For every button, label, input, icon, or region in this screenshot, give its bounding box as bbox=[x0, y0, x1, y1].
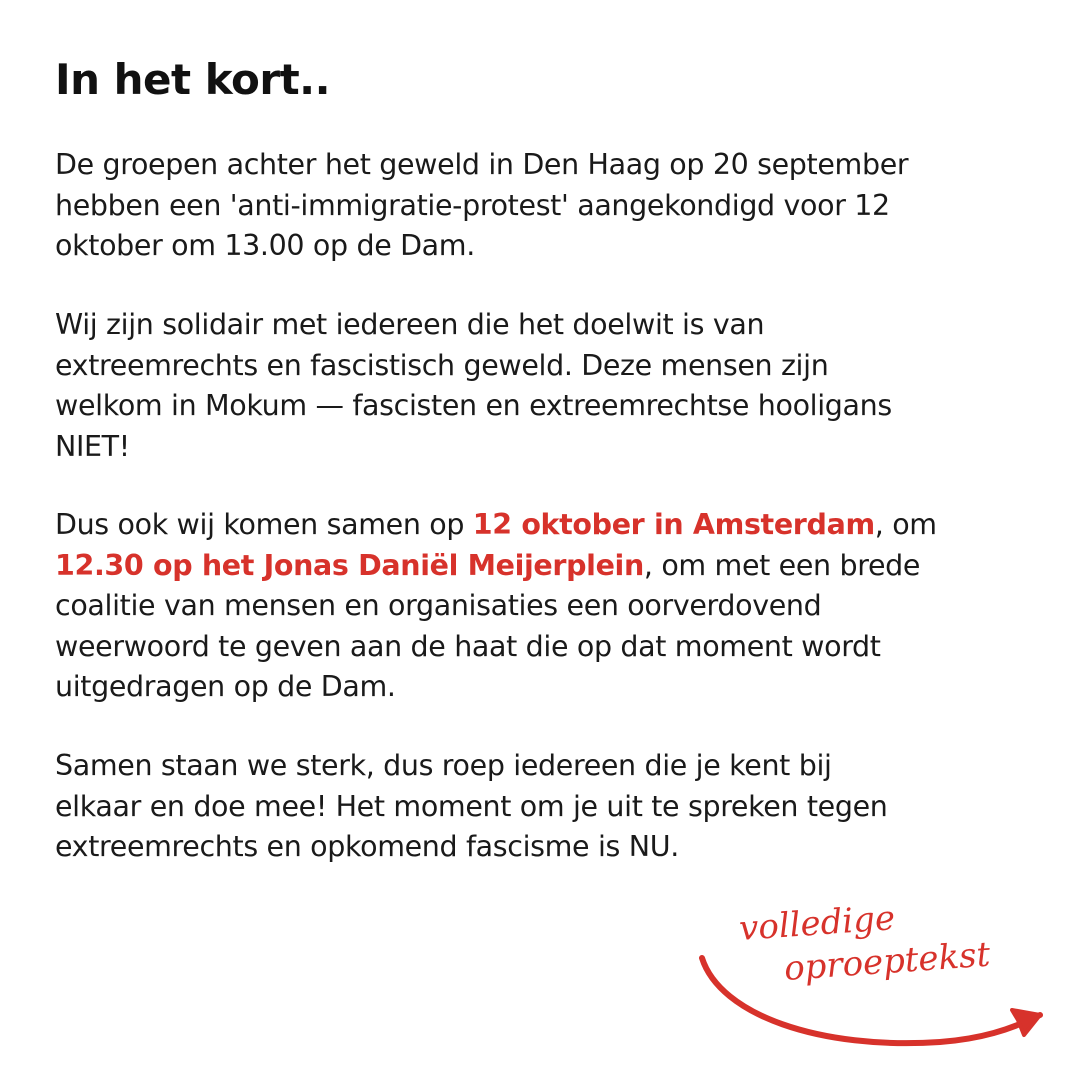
text-line: coalitie van mensen en organisaties een oorverdovend bbox=[55, 589, 822, 622]
paragraph-gathering bbox=[55, 505, 1035, 708]
cta-graphic bbox=[690, 900, 1060, 1070]
text-line: De groepen achter het geweld in Den Haag op 20 september bbox=[55, 148, 909, 181]
text-line: uitgedragen op de Dam. bbox=[55, 670, 396, 703]
gathering-line2-tail: , om met een brede bbox=[643, 548, 921, 582]
text-line: extreemrechts en fascistisch geweld. Deze mensen zijn bbox=[55, 348, 829, 382]
text-line: welkom in Mokum — fascisten en extreemrechtse hooligans bbox=[55, 389, 892, 422]
paragraph-announcement bbox=[55, 145, 1035, 267]
text-line: extreemrechts en opkomend fascisme is NU. bbox=[55, 830, 679, 863]
highlight-time-place: 12.30 op het Jonas Daniël Meijerplein bbox=[55, 548, 644, 582]
gathering-intro: Dus ook wij komen samen op bbox=[55, 508, 473, 541]
text-line: Wij zijn solidair met iedereen die het doelwit is van bbox=[55, 308, 765, 341]
full-text-link[interactable] bbox=[690, 900, 1060, 1070]
text-line: NIET! bbox=[55, 429, 130, 463]
paragraph-call-to-action bbox=[55, 746, 1035, 868]
text-line: oktober om 13.00 op de Dam. bbox=[55, 229, 475, 262]
text-line: weerwoord te geven aan de haat die op dat moment wordt bbox=[55, 629, 881, 663]
paragraph-solidarity bbox=[55, 305, 1035, 467]
page-title: In het kort.. bbox=[55, 55, 331, 104]
cta-label-line1: volledige bbox=[737, 900, 897, 949]
text-line: elkaar en doe mee! Het moment om je uit te spreken tegen bbox=[55, 789, 888, 823]
highlight-date-location: 12 oktober in Amsterdam bbox=[472, 508, 875, 541]
text-line: hebben een 'anti-immigratie-protest' aangekondigd voor 12 bbox=[55, 188, 890, 222]
text-line bbox=[55, 546, 1035, 587]
text-line bbox=[55, 505, 1035, 546]
gathering-intro-tail: , om bbox=[874, 508, 937, 541]
cta-label-line2: oproeptekst bbox=[782, 934, 992, 989]
text-line: Samen staan we sterk, dus roep iedereen die je kent bij bbox=[55, 749, 832, 782]
